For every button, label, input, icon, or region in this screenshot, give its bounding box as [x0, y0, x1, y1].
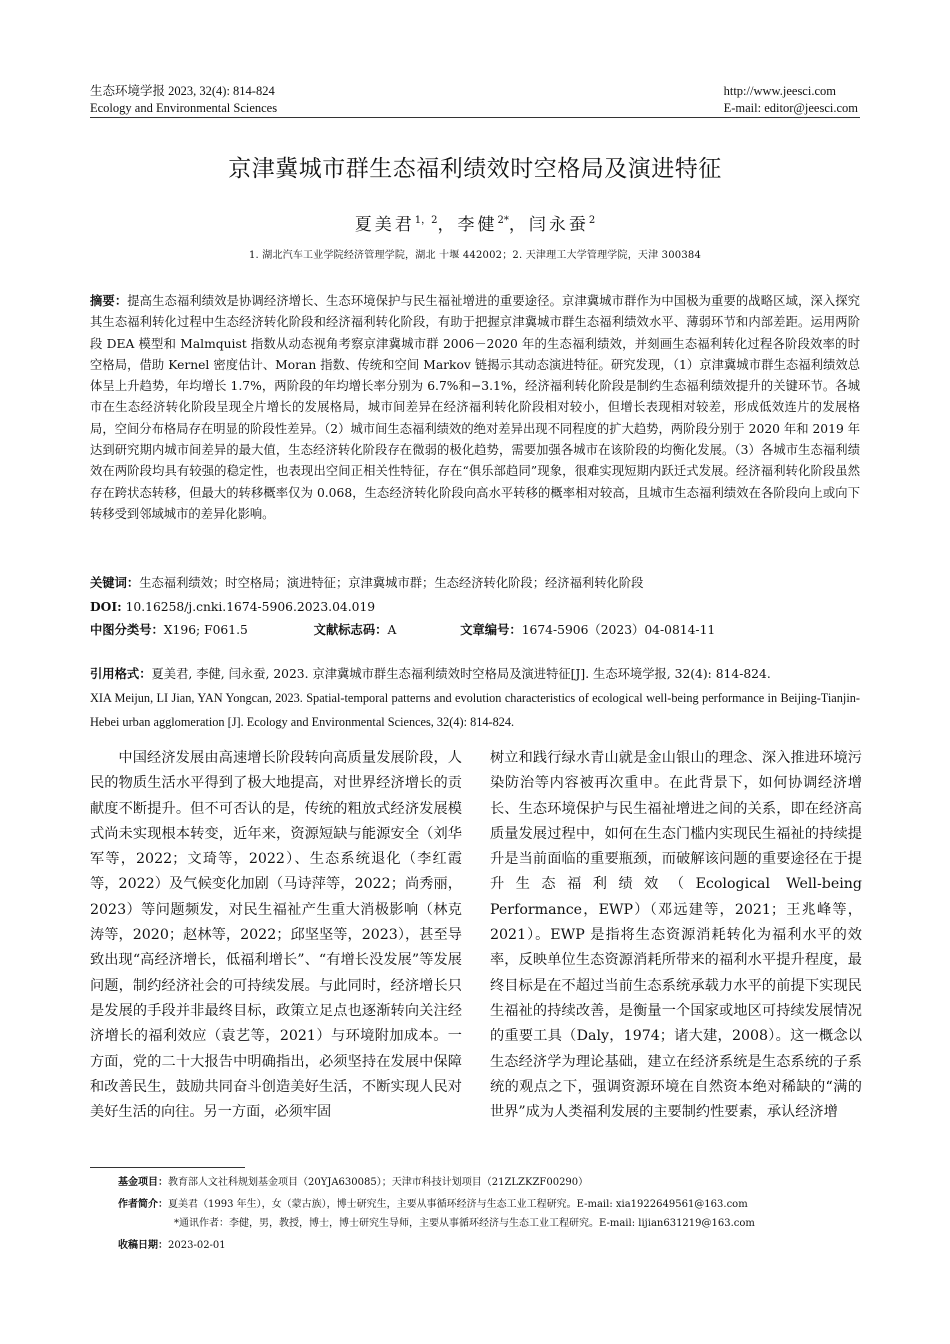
doi: [90, 597, 860, 617]
footnote-divider: [90, 1167, 245, 1168]
journal-email[interactable]: E-mail: editor@jeesci.com: [723, 101, 858, 115]
abstract-text: 提高生态福利绩效是协调经济增长、生态环境保护与民生福祉增进的重要途径。京津冀城市群作为中国极为重要的战略区域，深入探究其生态福利转化过程中生态经济转化阶段和经济福利转化阶段，有助于把握京津冀城市群生态福利绩效水平、薄弱环节和内部差距。运用两阶段 DEA 模型和 Malmquist 指数从动态视角考察京津冀城市群 2006－2020 年的生态福利绩效，并刻画生态福利转化过程各阶段效率的时空格局，借助 Kernel 密度估计、Moran 指数、传统和空间 Markov 链揭示其动态演进特征。研究发现，（1）京津冀城市群生态福利绩效总体呈上升趋势，年均增长 1.7%，两阶段的年均增长率分别为 6.7%和−3.1%，经济福利转化阶段是制约生态福利绩效提升的关键环节。各城市在生态经济转化阶段呈现全片增长的发展格局，城市间差异在经济福利转化阶段相对较小，但增长表现相对较差，形成低效连片的发展格局，空间分布格局存在明显的阶段性差异。（2）城市间生态福利绩效的绝对差异出现不同程度的扩大趋势，两阶段分别于 2020 年和 2019 年达到研究期内城市间差异的最大值，生态经济转化阶段存在微弱的极化趋势，需要加强各城市在该阶段的均衡化发展。（3）各城市生态福利绩效在两阶段均具有较强的稳定性，也表现出空间正相关性特征，存在“俱乐部趋同”现象，很难实现短期内跃迁式发展。经济福利转化阶段虽然存在跨状态转移，但最大的转移概率仅为 0.068，生态经济转化阶段向高水平转移的概率相对较高，且城市生态福利绩效在各阶段向上或向下转移受到邻域城市的差异化影响。: [90, 294, 860, 521]
received-label: 收稿日期：: [118, 1240, 168, 1251]
author-separator: ，: [437, 215, 458, 235]
citation-cn-line: [90, 662, 860, 686]
affiliations: 1. 湖北汽车工业学院经济管理学院，湖北 十堰 442002；2. 天津理工大学管理学院，天津 300384: [248, 250, 702, 261]
clc-label: 中图分类号：: [90, 622, 164, 637]
article-number-value: 1674-5906（2023）04-0814-11: [521, 623, 716, 637]
author-affil-mark: 2: [588, 215, 596, 226]
author-name: 李健: [457, 215, 498, 235]
footnote-corresponding: *通讯作者：李健，男，教授，博士，博士研究生导师，主要从事循环经济与生态工业工程研究。E-mail: lijian631219@163.com: [174, 1218, 755, 1229]
author-name: 夏美君: [354, 215, 415, 235]
keywords-label: 关键词：: [90, 575, 140, 590]
doi-label: DOI:: [90, 599, 122, 614]
citation-format: [90, 662, 860, 734]
footnote-fund: [118, 1175, 878, 1191]
body-column-left: 中国经济发展由高速增长阶段转向高质量发展阶段，人民的物质生活水平得到了极大地提高，对世界经济增长的贡献度不断提升。但不可否认的是，传统的粗放式经济发展模式尚未实现根本转变，近年来，资源短缺与能源安全（刘华军等，2022；文琦等，2022）、生态系统退化（李红霞等，2022）及气候变化加剧（马诗萍等，2022；尚秀丽，2023）等问题频发，对民生福祉产生重大消极影响（林克涛等，2020；赵林等，2022；邱坚坚等，2023），甚至导致出现“高经济增长，低福利增长”、“有增长没发展”等发展问题，制约经济社会的可持续发展。与此同时，经济增长只是发展的手段并非最终目标，政策立足点也逐渐转向关注经济增长的福利效应（袁艺等，2021）与环境附加成本。一方面，党的二十大报告中明确指出，必须坚持在发展中保障和改善民生，鼓励共同奋斗创造美好生活，不断实现人民对美好生活的向往。另一方面，必须牢固: [90, 750, 462, 1121]
footnote-received: [118, 1238, 878, 1254]
author-list: [0, 210, 950, 235]
doc-code-value: A: [387, 623, 397, 637]
citation-label: 引用格式：: [90, 666, 152, 681]
journal-en: Ecology and Environmental Sciences: [90, 101, 278, 115]
header-divider: [90, 117, 860, 118]
journal-header-right: [724, 83, 858, 117]
article-number-label: 文章编号：: [460, 622, 522, 637]
paper-title: 京津冀城市群生态福利绩效时空格局及演进特征: [228, 156, 722, 182]
citation-en: XIA Meijun, LI Jian, YAN Yongcan, 2023. Spatial-temporal patterns and evolution characteristics of ecological well-being performance in Beijing-Tianjin-Hebei urban agglomeration [J]. Ecology and Environmental Sciences, 32(4): 814-824.: [90, 691, 860, 729]
author-bio-label: 作者简介：: [118, 1199, 168, 1210]
keywords-text: 生态福利绩效；时空格局；演进特征；京津冀城市群；生态经济转化阶段；经济福利转化阶段: [139, 576, 644, 590]
journal-cn: 生态环境学报 2023, 32(4): 814-824: [90, 84, 275, 98]
author-name: 闫永蚕: [528, 215, 589, 235]
fund-label: 基金项目：: [118, 1177, 168, 1188]
abstract-label: 摘要：: [90, 293, 128, 308]
clc-value: X196; F061.5: [163, 623, 248, 637]
fund-text: 教育部人文社科规划基金项目（20YJA630085）；天津市科技计划项目（21ZLZKZF00290）: [168, 1177, 589, 1188]
author-affil-mark: 2*: [497, 215, 509, 226]
author-separator: ，: [508, 215, 529, 235]
received-date: 2023-02-01: [168, 1240, 226, 1251]
classification-row: [90, 620, 860, 640]
body-column-right: 树立和践行绿水青山就是金山银山的理念、深入推进环境污染防治等内容被再次重申。在此背景下，如何协调经济增长、生态环境保护与民生福祉增进之间的关系，即在经济高质量发展过程中，如何在生态门槛内实现民生福祉的持续提升是当前面临的重要瓶颈，而破解该问题的重要途径在于提升生态福利绩效（Ecological Well-being Performance，EWP）（邓远建等，2021；王兆峰等，2021）。EWP 是指将生态资源消耗转化为福利水平的效率，反映单位生态资源消耗所带来的福利水平提升程度，最终目标是在不超过当前生态系统承载力水平的前提下实现民生福祉的持续改善，是衡量一个国家或地区可持续发展情况的重要工具（Daly，1974；诸大建，2008）。这一概念以生态经济学为理论基础，建立在经济系统是生态系统的子系统的观点之下，强调资源环境在自然资本绝对稀缺的“满的世界”成为人类福利发展的主要制约性要素，承认经济增: [490, 750, 862, 1121]
author-bio-text: 夏美君（1993 年生），女（蒙古族），博士研究生，主要从事循环经济与生态工业工程研究。E-mail: xia1922649561@163.com: [168, 1199, 748, 1210]
author-affil-mark: 1，2: [414, 215, 438, 226]
abstract: [90, 290, 860, 525]
keywords: [90, 573, 860, 593]
journal-header-left: [90, 83, 277, 117]
journal-url[interactable]: http://www.jeesci.com: [723, 84, 836, 98]
footnote-author: [118, 1197, 878, 1213]
doc-code-label: 文献标志码：: [313, 622, 388, 637]
citation-cn: 夏美君, 李健, 闫永蚕, 2023. 京津冀城市群生态福利绩效时空格局及演进特征[J]. 生态环境学报, 32(4): 814-824.: [151, 667, 771, 681]
doi-value[interactable]: 10.16258/j.cnki.1674-5906.2023.04.019: [121, 600, 376, 614]
